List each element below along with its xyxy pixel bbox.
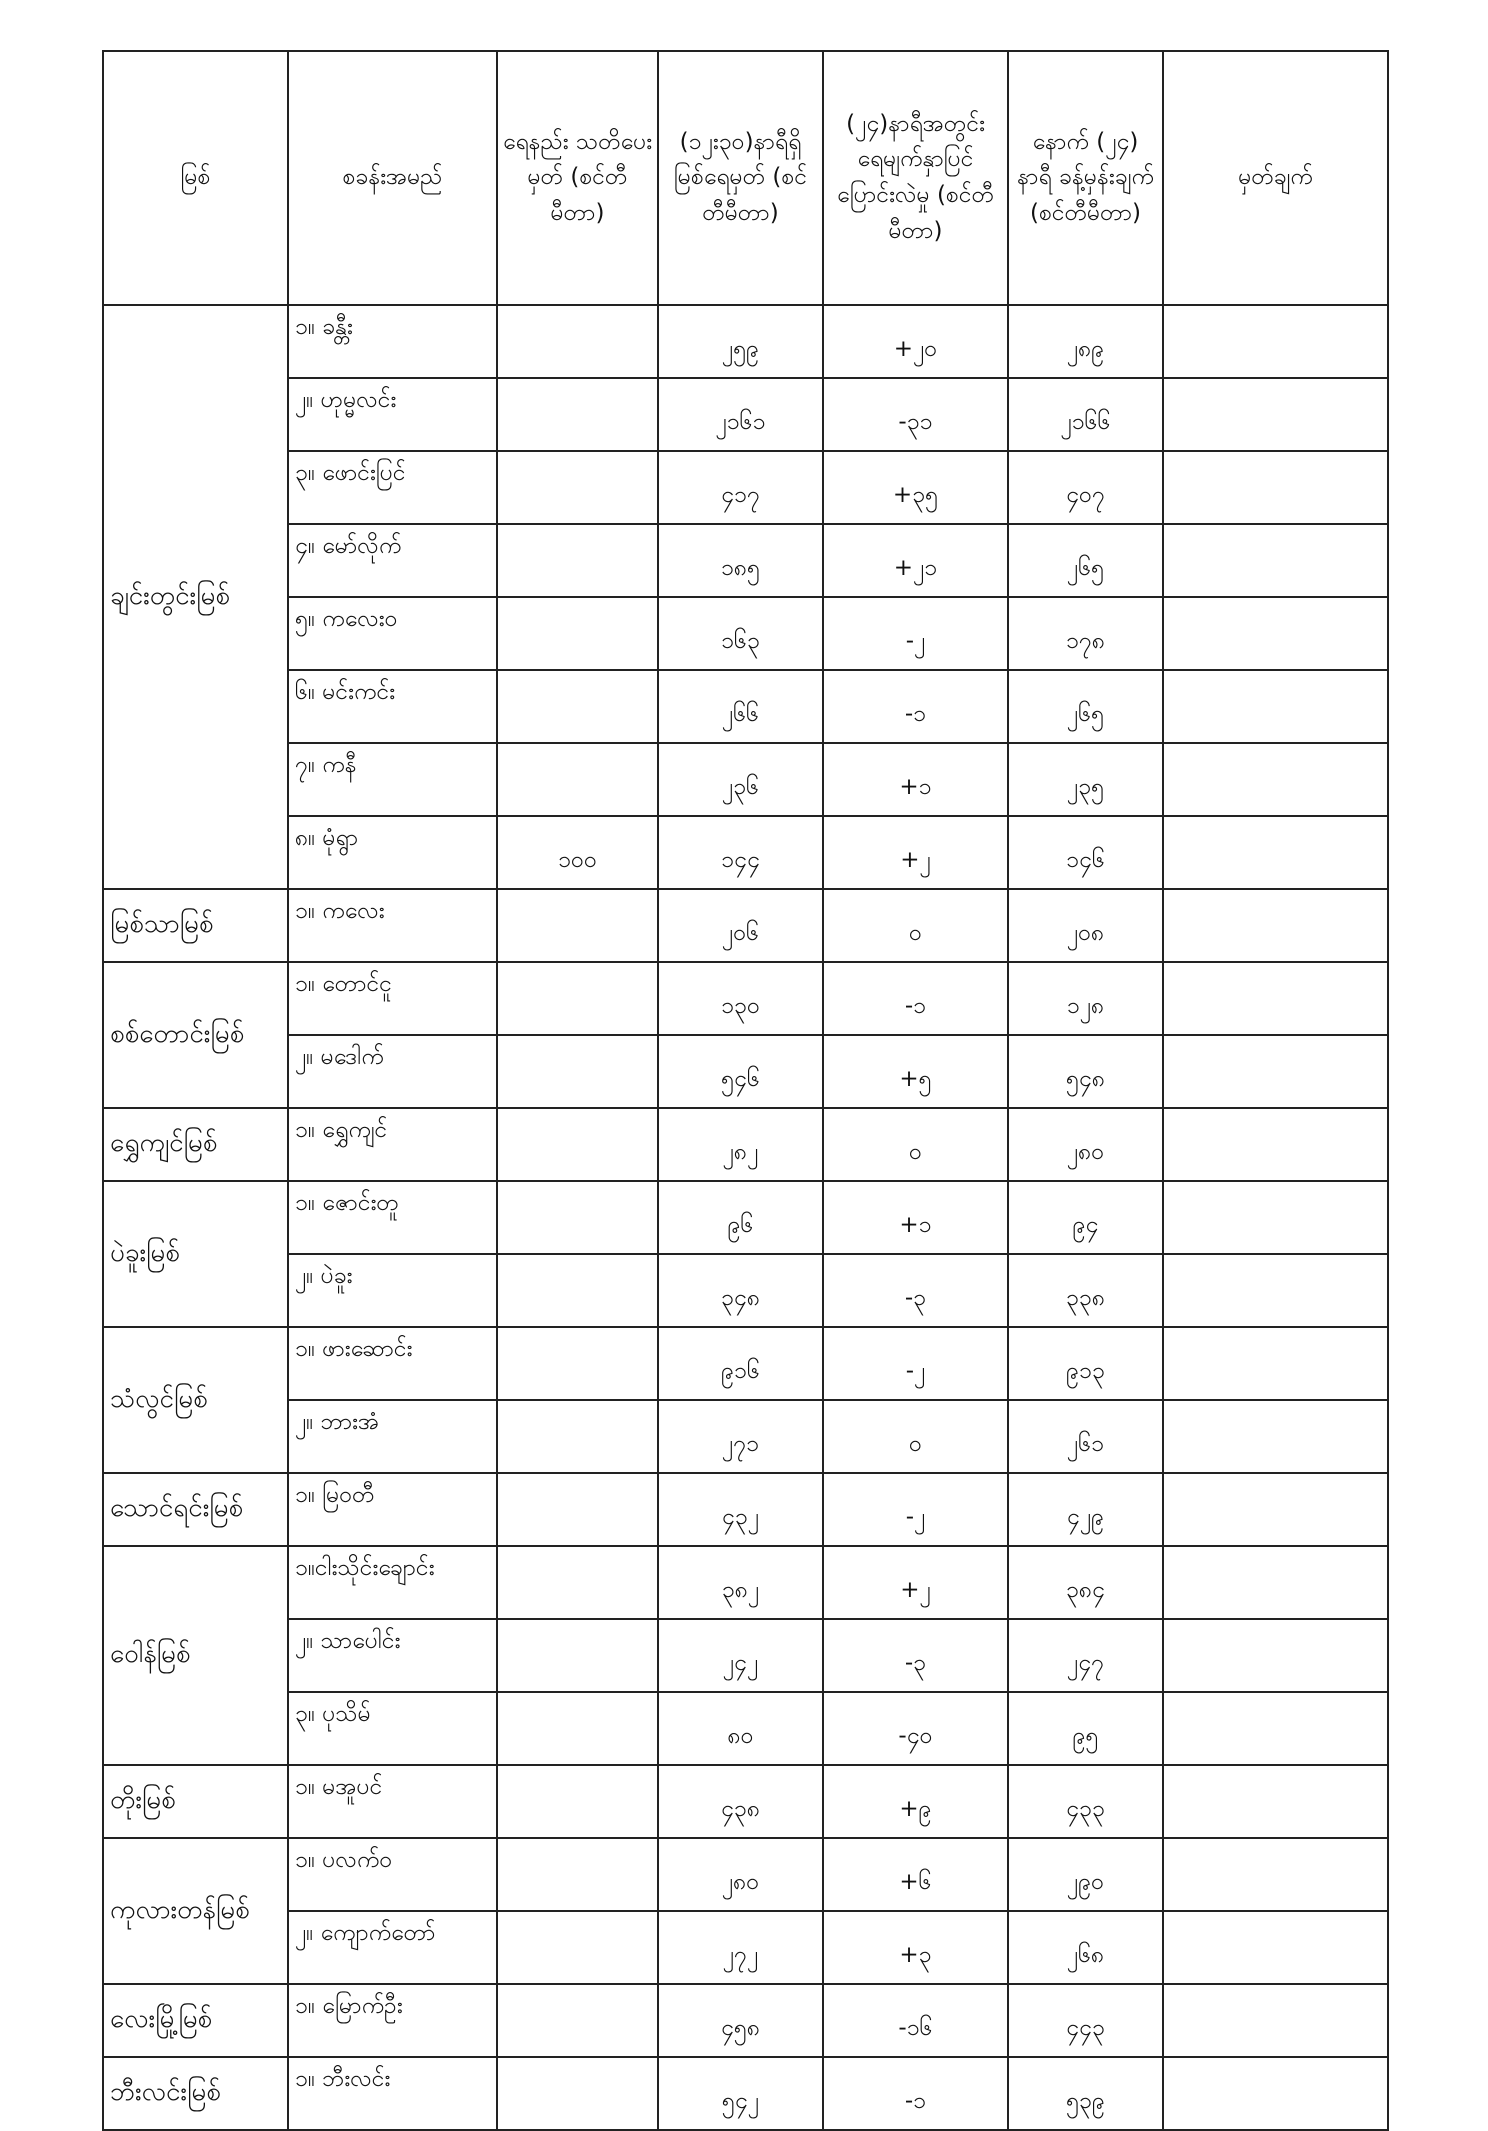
remarks-cell bbox=[1163, 1327, 1388, 1400]
station-name: ၁။ ဇောင်းတူ bbox=[288, 1181, 497, 1254]
current-level: ၂၇၁ bbox=[658, 1400, 823, 1473]
level-change: -၁ bbox=[823, 2057, 1008, 2130]
forecast-level: ၁၇၈ bbox=[1008, 597, 1163, 670]
remarks-cell bbox=[1163, 1254, 1388, 1327]
header-remarks: မှတ်ချက် bbox=[1163, 51, 1388, 305]
header-river: မြစ် bbox=[103, 51, 288, 305]
table-row bbox=[103, 1108, 1388, 1181]
forecast-level: ၂၆၈ bbox=[1008, 1911, 1163, 1984]
forecast-level: ၉၅ bbox=[1008, 1692, 1163, 1765]
station-name: ၂။ ဟုမ္မလင်း bbox=[288, 378, 497, 451]
warning-level bbox=[497, 451, 658, 524]
header-station: စခန်းအမည် bbox=[288, 51, 497, 305]
forecast-level: ၂၄၇ bbox=[1008, 1619, 1163, 1692]
level-change: +၂ bbox=[823, 816, 1008, 889]
level-change: ၀ bbox=[823, 1400, 1008, 1473]
remarks-cell bbox=[1163, 451, 1388, 524]
current-level: ၂၆၆ bbox=[658, 670, 823, 743]
remarks-cell bbox=[1163, 962, 1388, 1035]
current-level: ၉၆ bbox=[658, 1181, 823, 1254]
forecast-level: ၂၈၉ bbox=[1008, 305, 1163, 378]
forecast-level: ၁၄၆ bbox=[1008, 816, 1163, 889]
forecast-level: ၂၃၅ bbox=[1008, 743, 1163, 816]
level-change: +၅ bbox=[823, 1035, 1008, 1108]
current-level: ၂၁၆၁ bbox=[658, 378, 823, 451]
forecast-level: ၁၂၈ bbox=[1008, 962, 1163, 1035]
current-level: ၄၃၈ bbox=[658, 1765, 823, 1838]
station-name: ၁။ ဖားဆောင်း bbox=[288, 1327, 497, 1400]
level-change: +၆ bbox=[823, 1838, 1008, 1911]
table-row bbox=[103, 1546, 1388, 1619]
header-row bbox=[103, 51, 1388, 305]
warning-level bbox=[497, 670, 658, 743]
remarks-cell bbox=[1163, 889, 1388, 962]
header-warning-level: ရေနည်း သတိပေးမှတ် (စင်တီမီတာ) bbox=[497, 51, 658, 305]
table-row bbox=[103, 1035, 1388, 1108]
level-change: -၄၀ bbox=[823, 1692, 1008, 1765]
warning-level bbox=[497, 1400, 658, 1473]
current-level: ၁၈၅ bbox=[658, 524, 823, 597]
warning-level bbox=[497, 743, 658, 816]
current-level: ၂၈၂ bbox=[658, 1108, 823, 1181]
forecast-level: ၂၆၅ bbox=[1008, 670, 1163, 743]
table-row bbox=[103, 1254, 1388, 1327]
forecast-level: ၅၄၈ bbox=[1008, 1035, 1163, 1108]
level-change: +၁ bbox=[823, 743, 1008, 816]
table-row bbox=[103, 1327, 1388, 1400]
remarks-cell bbox=[1163, 524, 1388, 597]
remarks-cell bbox=[1163, 1546, 1388, 1619]
table-row bbox=[103, 816, 1388, 889]
current-level: ၄၅၈ bbox=[658, 1984, 823, 2057]
current-level: ၁၆၃ bbox=[658, 597, 823, 670]
station-name: ၃။ ပုသိမ် bbox=[288, 1692, 497, 1765]
level-change: +၁ bbox=[823, 1181, 1008, 1254]
current-level: ၅၄၂ bbox=[658, 2057, 823, 2130]
table-row bbox=[103, 2057, 1388, 2130]
header-current-level: (၁၂း၃၀)နာရီရှိ မြစ်ရေမှတ် (စင်တီမီတာ) bbox=[658, 51, 823, 305]
level-change: -၃ bbox=[823, 1254, 1008, 1327]
station-name: ၈။ မုံရွာ bbox=[288, 816, 497, 889]
river-name: ရွှေကျင်မြစ် bbox=[103, 1108, 288, 1181]
remarks-cell bbox=[1163, 670, 1388, 743]
level-change: -၁ bbox=[823, 670, 1008, 743]
table-row bbox=[103, 1619, 1388, 1692]
table-row bbox=[103, 743, 1388, 816]
level-change: ၀ bbox=[823, 889, 1008, 962]
remarks-cell bbox=[1163, 1619, 1388, 1692]
current-level: ၁၄၄ bbox=[658, 816, 823, 889]
station-name: ၄။ မော်လိုက် bbox=[288, 524, 497, 597]
forecast-level: ၄၃၃ bbox=[1008, 1765, 1163, 1838]
station-name: ၂။ သာပေါင်း bbox=[288, 1619, 497, 1692]
warning-level bbox=[497, 524, 658, 597]
level-change: +၃ bbox=[823, 1911, 1008, 1984]
current-level: ၂၀၆ bbox=[658, 889, 823, 962]
current-level: ၂၇၂ bbox=[658, 1911, 823, 1984]
current-level: ၈၀ bbox=[658, 1692, 823, 1765]
table-row bbox=[103, 670, 1388, 743]
level-change: -၁၆ bbox=[823, 1984, 1008, 2057]
warning-level bbox=[497, 962, 658, 1035]
table-row bbox=[103, 1473, 1388, 1546]
level-change: -၁ bbox=[823, 962, 1008, 1035]
river-name: သံလွင်မြစ် bbox=[103, 1327, 288, 1473]
remarks-cell bbox=[1163, 1911, 1388, 1984]
remarks-cell bbox=[1163, 1838, 1388, 1911]
table-row bbox=[103, 524, 1388, 597]
river-name: ပဲခူးမြစ် bbox=[103, 1181, 288, 1327]
table-row bbox=[103, 962, 1388, 1035]
current-level: ၅၄၆ bbox=[658, 1035, 823, 1108]
river-name: ဝေါန်မြစ် bbox=[103, 1546, 288, 1765]
warning-level bbox=[497, 305, 658, 378]
level-change: -၂ bbox=[823, 1327, 1008, 1400]
station-name: ၂။ ဘားအံ bbox=[288, 1400, 497, 1473]
river-name: မြစ်သာမြစ် bbox=[103, 889, 288, 962]
level-change: -၃၁ bbox=[823, 378, 1008, 451]
warning-level bbox=[497, 1181, 658, 1254]
remarks-cell bbox=[1163, 1181, 1388, 1254]
warning-level bbox=[497, 1035, 658, 1108]
table-row bbox=[103, 1838, 1388, 1911]
river-name: ကုလားတန်မြစ် bbox=[103, 1838, 288, 1984]
river-name: ချင်းတွင်းမြစ် bbox=[103, 305, 288, 889]
table-row bbox=[103, 378, 1388, 451]
current-level: ၄၁၇ bbox=[658, 451, 823, 524]
station-name: ၁။ မြဝတီ bbox=[288, 1473, 497, 1546]
station-name: ၆။ မင်းကင်း bbox=[288, 670, 497, 743]
level-change: -၃ bbox=[823, 1619, 1008, 1692]
current-level: ၃၄၈ bbox=[658, 1254, 823, 1327]
warning-level: ၁၀၀ bbox=[497, 816, 658, 889]
forecast-level: ၂၉၀ bbox=[1008, 1838, 1163, 1911]
current-level: ၉၁၆ bbox=[658, 1327, 823, 1400]
warning-level bbox=[497, 1254, 658, 1327]
forecast-level: ၃၃၈ bbox=[1008, 1254, 1163, 1327]
warning-level bbox=[497, 597, 658, 670]
warning-level bbox=[497, 1619, 658, 1692]
current-level: ၂၃၆ bbox=[658, 743, 823, 816]
station-name: ၁။ ကလေး bbox=[288, 889, 497, 962]
station-name: ၁။ ခန္တီး bbox=[288, 305, 497, 378]
warning-level bbox=[497, 1546, 658, 1619]
warning-level bbox=[497, 1765, 658, 1838]
level-change: +၉ bbox=[823, 1765, 1008, 1838]
station-name: ၁။ ရွှေကျင် bbox=[288, 1108, 497, 1181]
table-row bbox=[103, 1400, 1388, 1473]
forecast-level: ၂၀၈ bbox=[1008, 889, 1163, 962]
remarks-cell bbox=[1163, 1692, 1388, 1765]
level-change: -၂ bbox=[823, 597, 1008, 670]
remarks-cell bbox=[1163, 1035, 1388, 1108]
table-row bbox=[103, 1984, 1388, 2057]
station-name: ၇။ ကနီ bbox=[288, 743, 497, 816]
warning-level bbox=[497, 889, 658, 962]
forecast-level: ၄၂၉ bbox=[1008, 1473, 1163, 1546]
current-level: ၄၃၂ bbox=[658, 1473, 823, 1546]
remarks-cell bbox=[1163, 597, 1388, 670]
river-name: တိုးမြစ် bbox=[103, 1765, 288, 1838]
level-change: +၂ bbox=[823, 1546, 1008, 1619]
river-name: စစ်တောင်းမြစ် bbox=[103, 962, 288, 1108]
station-name: ၁။ တောင်ငူ bbox=[288, 962, 497, 1035]
warning-level bbox=[497, 2057, 658, 2130]
level-change: +၂၁ bbox=[823, 524, 1008, 597]
remarks-cell bbox=[1163, 1400, 1388, 1473]
warning-level bbox=[497, 1838, 658, 1911]
station-name: ၂။ ကျောက်တော် bbox=[288, 1911, 497, 1984]
warning-level bbox=[497, 1108, 658, 1181]
river-name: သောင်ရင်းမြစ် bbox=[103, 1473, 288, 1546]
table-row bbox=[103, 451, 1388, 524]
station-name: ၁။ ဘီးလင်း bbox=[288, 2057, 497, 2130]
warning-level bbox=[497, 1984, 658, 2057]
table-row bbox=[103, 1181, 1388, 1254]
station-name: ၁။ မြောက်ဦး bbox=[288, 1984, 497, 2057]
remarks-cell bbox=[1163, 1108, 1388, 1181]
current-level: ၂၄၂ bbox=[658, 1619, 823, 1692]
forecast-level: ၅၃၉ bbox=[1008, 2057, 1163, 2130]
remarks-cell bbox=[1163, 1984, 1388, 2057]
table-body bbox=[103, 305, 1388, 2130]
river-name: ဘီးလင်းမြစ် bbox=[103, 2057, 288, 2130]
station-name: ၂။ မဒေါက် bbox=[288, 1035, 497, 1108]
station-name: ၂။ ပဲခူး bbox=[288, 1254, 497, 1327]
forecast-level: ၉၄ bbox=[1008, 1181, 1163, 1254]
remarks-cell bbox=[1163, 1765, 1388, 1838]
forecast-level: ၂၆၅ bbox=[1008, 524, 1163, 597]
header-forecast: နောက် (၂၄) နာရီ ခန့်မှန်းချက် (စင်တီမီတာ) bbox=[1008, 51, 1163, 305]
table-row bbox=[103, 1692, 1388, 1765]
remarks-cell bbox=[1163, 2057, 1388, 2130]
remarks-cell bbox=[1163, 1473, 1388, 1546]
forecast-level: ၄၀၇ bbox=[1008, 451, 1163, 524]
warning-level bbox=[497, 1327, 658, 1400]
table-row bbox=[103, 597, 1388, 670]
current-level: ၂၈၀ bbox=[658, 1838, 823, 1911]
current-level: ၁၃၀ bbox=[658, 962, 823, 1035]
remarks-cell bbox=[1163, 378, 1388, 451]
table-row bbox=[103, 1765, 1388, 1838]
river-level-table bbox=[102, 50, 1389, 2131]
warning-level bbox=[497, 378, 658, 451]
forecast-level: ၂၆၁ bbox=[1008, 1400, 1163, 1473]
forecast-level: ၃၈၄ bbox=[1008, 1546, 1163, 1619]
current-level: ၂၅၉ bbox=[658, 305, 823, 378]
forecast-level: ၄၄၃ bbox=[1008, 1984, 1163, 2057]
table-row bbox=[103, 305, 1388, 378]
remarks-cell bbox=[1163, 743, 1388, 816]
level-change: ၀ bbox=[823, 1108, 1008, 1181]
forecast-level: ၂၈၀ bbox=[1008, 1108, 1163, 1181]
warning-level bbox=[497, 1692, 658, 1765]
station-name: ၅။ ကလေးဝ bbox=[288, 597, 497, 670]
forecast-level: ၉၁၃ bbox=[1008, 1327, 1163, 1400]
table-row bbox=[103, 1911, 1388, 1984]
station-name: ၃။ ဖောင်းပြင် bbox=[288, 451, 497, 524]
remarks-cell bbox=[1163, 816, 1388, 889]
remarks-cell bbox=[1163, 305, 1388, 378]
station-name: ၁။ ပလက်ဝ bbox=[288, 1838, 497, 1911]
current-level: ၃၈၂ bbox=[658, 1546, 823, 1619]
forecast-level: ၂၁၆၆ bbox=[1008, 378, 1163, 451]
level-change: +၂၀ bbox=[823, 305, 1008, 378]
warning-level bbox=[497, 1473, 658, 1546]
river-name: လေးမြို့မြစ် bbox=[103, 1984, 288, 2057]
station-name: ၁။ငါးသိုင်းချောင်း bbox=[288, 1546, 497, 1619]
header-24h-change: (၂၄)နာရီအတွင်း ရေမျက်နှာပြင် ပြောင်းလဲမှု (စင်တီမီတာ) bbox=[823, 51, 1008, 305]
table-row bbox=[103, 889, 1388, 962]
warning-level bbox=[497, 1911, 658, 1984]
level-change: -၂ bbox=[823, 1473, 1008, 1546]
station-name: ၁။ မအူပင် bbox=[288, 1765, 497, 1838]
level-change: +၃၅ bbox=[823, 451, 1008, 524]
